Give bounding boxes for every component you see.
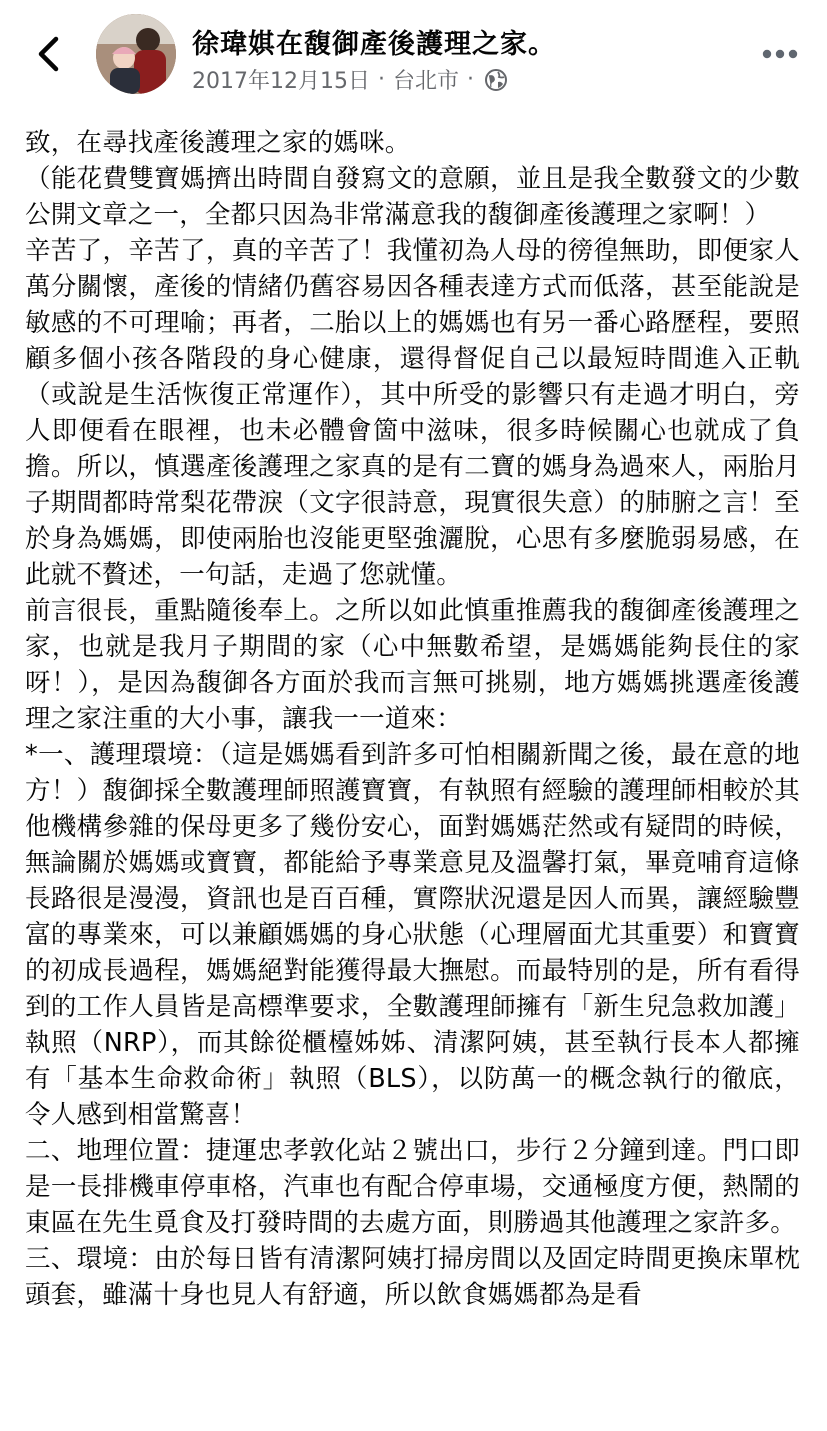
post-paragraph-greeting: 致，在尋找產後護理之家的媽咪。 bbox=[25, 128, 411, 158]
post-paragraph-experience: 辛苦了，辛苦了，真的辛苦了！我懂初為人母的徬徨無助，即便家人萬分關懷，產後的情緒仍舊容易因各種表達方式而低落，甚至能說是敏感的不可理喻；再者，二胎以上的媽媽也有另一番心路歷程，要照顧多個小孩各階段的身心健康，還得督促自己以最短時間進入正軌（或說是生活恢復正常運作），其中所受的影響只有走過才明白，旁人即便看在眼裡，也未必體會箇中滋味，很多時候關心也就成了負擔。所以，慎選產後護理之家真的是有二寶的媽身為過來人，兩胎月子期間都時常梨花帶淚（文字很詩意，現實很失意）的肺腑之言！至於身為媽媽，即使兩胎也沒能更堅強灑脫，心思有多麼脆弱易感，在此就不贅述，一句話，走過了您就懂。 bbox=[25, 236, 800, 590]
post-paragraph-care-environment: *一、護理環境：（這是媽媽看到許多可怕相關新聞之後，最在意的地方！）馥御採全數護理師照護寶寶，有執照有經驗的護理師相較於其他機構參雜的保母更多了幾份安心，面對媽媽茫然或有疑問的時候，無論關於媽媽或寶寶，都能給予專業意見及溫馨打氣，畢竟哺育這條長路很是漫漫，資訊也是百百種，實際狀況還是因人而異，讓經驗豐富的專業來，可以兼顧媽媽的身心狀態（心理層面尤其重要）和寶寶的初成長過程，媽媽絕對能獲得最大撫慰。而最特別的是，所有看得到的工作人員皆是高標準要求，全數護理師擁有「新生兒急救加護」執照（NRP），而其餘從櫃檯姊姊、清潔阿姨，甚至執行長本人都擁有「基本生命救命術」執照（BLS），以防萬一的概念執行的徹底，令人感到相當驚喜！ bbox=[25, 740, 800, 1130]
more-dots-icon bbox=[762, 49, 798, 59]
meta-separator: · bbox=[467, 67, 474, 92]
post-date[interactable]: 2017年12月15日 bbox=[192, 69, 370, 94]
more-options-button[interactable] bbox=[758, 40, 802, 68]
meta-separator: · bbox=[377, 67, 385, 92]
post-paragraph-environment: 三、環境：由於每日皆有清潔阿姨打掃房間以及固定時間更換床單枕頭套，雖滿十身也見人有舒適，所以飲食媽媽都為是看 bbox=[25, 1244, 800, 1310]
back-chevron-icon bbox=[35, 36, 61, 72]
post-paragraph-intro-note: （能花費雙寶媽擠出時間自發寫文的意願，並且是我全數發文的少數公開文章之一，全都只因為非常滿意我的馥御產後護理之家啊！） bbox=[25, 164, 800, 230]
globe-icon bbox=[484, 68, 508, 92]
post-body bbox=[25, 125, 800, 1313]
post-header bbox=[0, 0, 827, 115]
post-meta bbox=[192, 64, 508, 95]
back-button[interactable] bbox=[26, 30, 70, 78]
post-paragraph-preface: 前言很長，重點隨後奉上。之所以如此慎重推薦我的馥御產後護理之家，也就是我月子期間的家（心中無數希望，是媽媽能夠長住的家呀！），是因為馥御各方面於我而言無可挑剔，地方媽媽挑選產後護理之家注重的大小事，讓我一一道來： bbox=[25, 596, 800, 734]
profile-photo bbox=[96, 14, 176, 94]
author-line[interactable]: 徐瑋娸在馥御產後護理之家。 bbox=[192, 29, 556, 60]
avatar[interactable] bbox=[96, 14, 176, 94]
post-location[interactable]: 台北市 bbox=[392, 69, 459, 94]
post-paragraph-location: 二、地理位置：捷運忠孝敦化站２號出口，步行２分鐘到達。門口即是一長排機車停車格，汽車也有配合停車場，交通極度方便，熱鬧的東區在先生覓食及打發時間的去處方面，則勝過其他護理之家許多。 bbox=[25, 1136, 800, 1238]
